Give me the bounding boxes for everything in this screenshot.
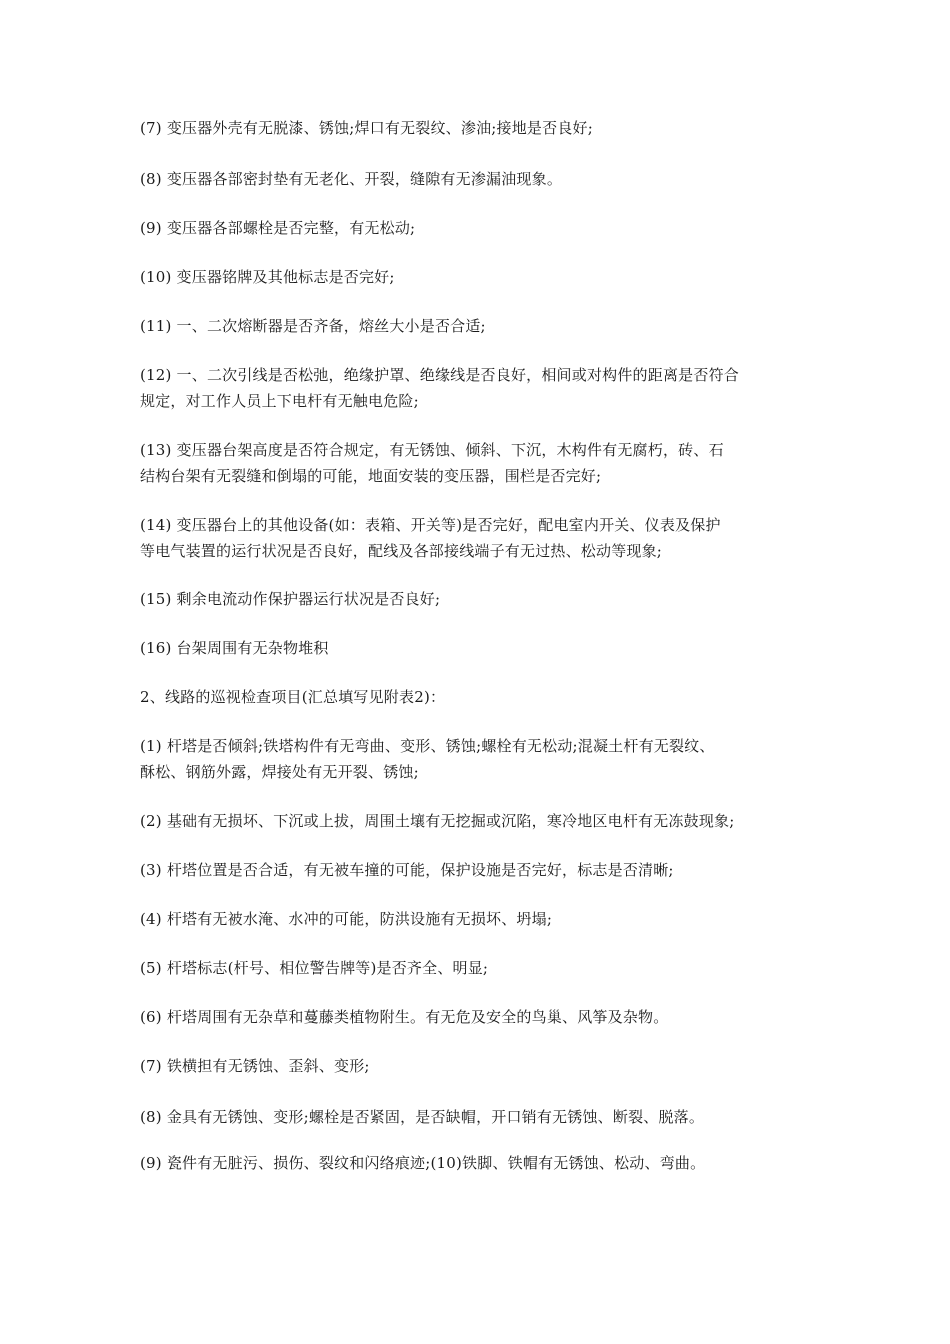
- text-line: (12) 一、二次引线是否松弛，绝缘护罩、绝缘线是否良好，相间或对构件的距离是否符合: [140, 366, 739, 384]
- text-line: (3) 杆塔位置是否合适，有无被车撞的可能，保护设施是否完好，标志是否清晰;: [140, 861, 674, 879]
- text-line: (8) 金具有无锈蚀、变形;螺栓是否紧固，是否缺帽，开口销有无锈蚀、断裂、脱落。: [140, 1108, 705, 1126]
- text-line: (7) 变压器外壳有无脱漆、锈蚀;焊口有无裂纹、渗油;接地是否良好;: [140, 119, 593, 137]
- text-line: 结构台架有无裂缝和倒塌的可能，地面安装的变压器，围栏是否完好;: [140, 467, 602, 485]
- text-line: (9) 变压器各部螺栓是否完整，有无松动;: [140, 219, 416, 237]
- text-line: (11) 一、二次熔断器是否齐备，熔丝大小是否合适;: [140, 317, 486, 335]
- text-line: (1) 杆塔是否倾斜;铁塔构件有无弯曲、变形、锈蚀;螺栓有无松动;混凝土杆有无裂纹、: [140, 737, 715, 755]
- text-line: (6) 杆塔周围有无杂草和蔓藤类植物附生。有无危及安全的鸟巢、风筝及杂物。: [140, 1008, 669, 1026]
- text-line: (14) 变压器台上的其他设备(如：表箱、开关等)是否完好，配电室内开关、仪表及保护: [140, 516, 721, 534]
- text-line: 规定，对工作人员上下电杆有无触电危险;: [140, 392, 419, 410]
- text-line: (9) 瓷件有无脏污、损伤、裂纹和闪络痕迹;(10)铁脚、铁帽有无锈蚀、松动、弯曲。: [140, 1154, 706, 1172]
- text-line: (16) 台架周围有无杂物堆积: [140, 639, 329, 657]
- text-line: 酥松、钢筋外露，焊接处有无开裂、锈蚀;: [140, 763, 419, 781]
- text-line: (13) 变压器台架高度是否符合规定，有无锈蚀、倾斜、下沉，木构件有无腐朽，砖、石: [140, 441, 724, 459]
- text-line: (4) 杆塔有无被水淹、水冲的可能，防洪设施有无损坏、坍塌;: [140, 910, 553, 928]
- text-line: (8) 变压器各部密封垫有无老化、开裂，缝隙有无渗漏油现象。: [140, 170, 563, 188]
- text-line: 等电气装置的运行状况是否良好，配线及各部接线端子有无过热、松动等现象;: [140, 542, 663, 560]
- section-heading: 2、线路的巡视检查项目(汇总填写见附表2)：: [140, 688, 446, 706]
- text-line: (5) 杆塔标志(杆号、相位警告牌等)是否齐全、明显;: [140, 959, 489, 977]
- text-line: (2) 基础有无损坏、下沉或上拔，周围土壤有无挖掘或沉陷，寒冷地区电杆有无冻鼓现象;: [140, 812, 735, 830]
- text-line: (7) 铁横担有无锈蚀、歪斜、变形;: [140, 1057, 370, 1075]
- text-line: (10) 变压器铭牌及其他标志是否完好;: [140, 268, 395, 286]
- text-line: (15) 剩余电流动作保护器运行状况是否良好;: [140, 590, 441, 608]
